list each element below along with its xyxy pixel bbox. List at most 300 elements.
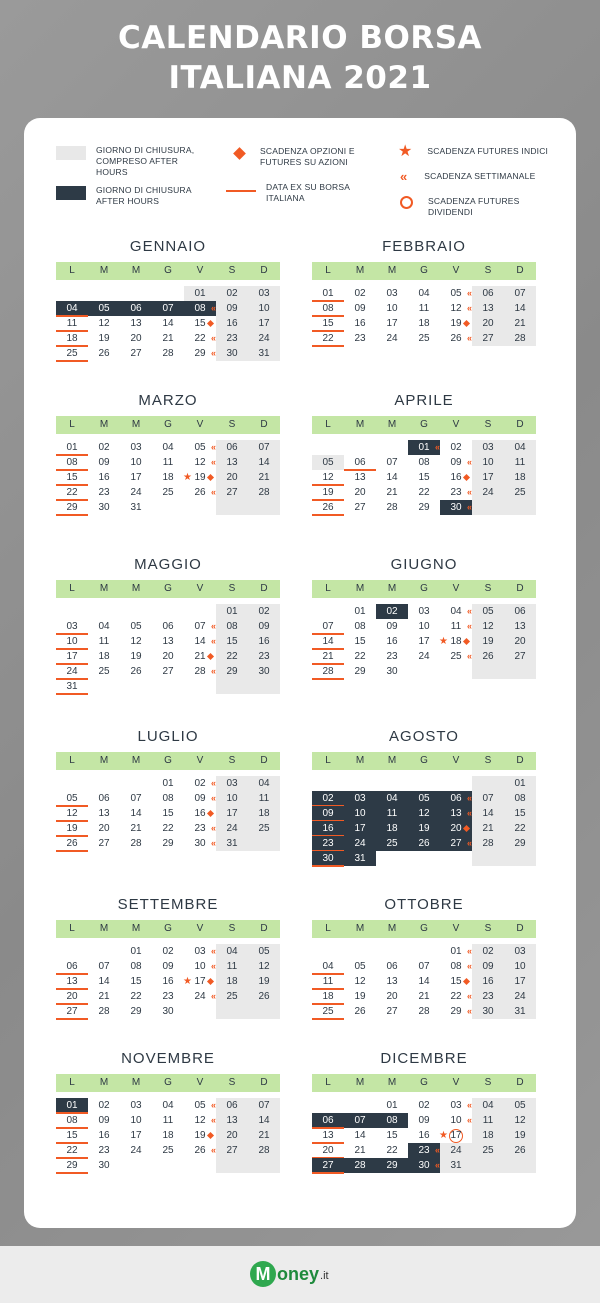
day-cell: 19 [98,333,110,344]
day-cell: 15 [440,974,472,989]
weekday-label: L [325,583,331,594]
day-cell: 21 [98,991,110,1002]
day-cell: 01 [162,778,174,789]
day-cell: 22 [354,651,366,662]
weekday-label: V [196,583,204,594]
day-cell: 24 [130,1145,142,1156]
brand-logo[interactable] [250,1256,329,1292]
day-cell: 12 « [450,303,472,314]
day-cell: 12 « [194,1115,216,1126]
weekday-label: G [164,755,172,766]
day-cell: 05 « [194,1100,216,1111]
day-cell: 24 [418,651,430,662]
weekday-label: L [69,583,75,594]
day-cell: 21 [162,333,174,344]
weekday-label: G [420,583,428,594]
weekday-label: S [228,583,236,594]
month-name: FEBBRAIO [382,238,466,255]
day-cell: 06 [514,606,526,617]
day-cell: 20 [162,651,174,662]
month-grid [312,1074,536,1177]
weekday-label: G [420,265,428,276]
day-cell: 28 [130,838,142,849]
day-cell: 08 [162,793,174,804]
day-cell: 08 [418,457,430,468]
day-cell: 27 [312,1158,344,1173]
options-expiry-icon [207,1132,214,1139]
weekday-label: V [452,583,460,594]
day-cell: 23 [312,836,344,851]
day-cell: 18 [482,1130,494,1141]
weekly-expiry-icon: « [466,1006,472,1016]
month-marzo [56,390,280,519]
day-cell: 23 [482,991,494,1002]
day-cell: 23 [98,1145,110,1156]
day-cell: 03 [514,946,526,957]
day-cell: 28 [312,664,344,679]
day-cell: 12 [98,318,110,329]
day-cell: 24 [440,1143,472,1158]
month-aprile [312,390,536,519]
options-expiry-icon [463,825,470,832]
title-line-1: CALENDARIO BORSA [117,20,483,56]
day-cell: 21 [312,649,344,664]
day-cell: 03 [130,442,142,453]
weekly-expiry-icon: « [466,502,472,512]
day-cell: 26 [98,348,110,359]
day-cell: 18 [258,808,270,819]
day-cell: 31 [514,1006,526,1017]
day-cell: 26 [482,651,494,662]
day-cell: 16 [226,318,238,329]
weekday-label: M [99,1077,109,1088]
weekday-label: S [484,583,492,594]
day-cell: 30 [258,666,270,677]
month-grid [56,920,280,1023]
day-cell: 11 [482,1115,494,1126]
weekday-label: D [516,583,524,594]
day-cell: 26 « [194,487,216,498]
weekday-label: M [99,923,109,934]
day-cell: 23 [162,991,174,1002]
weekly-expiry-icon: « [210,636,216,646]
weekday-label: V [196,755,204,766]
weekly-expiry-icon: « [466,961,472,971]
day-cell: 02 [418,1100,430,1111]
day-cell: 20 [226,1130,238,1141]
weekday-label: D [516,265,524,276]
day-cell: 22 [514,823,526,834]
day-cell: 02 [312,791,344,806]
day-cell: 19 [184,1128,216,1143]
day-cell: 25 [56,346,88,361]
day-cell: 07 [130,793,142,804]
legend-index-futures [398,144,557,160]
day-cell: 09 [418,1115,430,1126]
day-cell: 10 [514,961,526,972]
day-cell: 07 [344,1113,376,1128]
weekday-label: V [452,923,460,934]
weekly-expiry-icon: « [210,991,216,1001]
day-cell: 09 [98,1115,110,1126]
logo-tld: .it [320,1270,329,1282]
day-cell: 14 [312,634,344,649]
day-cell: 02 [226,288,238,299]
weekday-label: M [131,1077,141,1088]
day-cell: 31 [226,838,238,849]
day-cell: 10 [130,1115,142,1126]
day-cell: 09 [354,303,366,314]
day-cell: 16 [418,1130,430,1141]
day-cell: 12 « [194,457,216,468]
weekday-label: M [387,755,397,766]
day-cell: 29 [56,1158,88,1173]
day-cell: 21 [184,649,216,664]
day-cell: 20 [130,333,142,344]
month-maggio [56,554,280,698]
day-cell: 22 [130,991,142,1002]
ring-icon [400,196,413,209]
day-cell: 20 [312,1143,344,1158]
day-cell: 06 [226,1100,238,1111]
day-cell: 15 [184,316,216,331]
weekday-label: S [484,1077,492,1088]
weekday-label: M [387,1077,397,1088]
day-cell: 20 [440,821,472,836]
day-cell: 04 [258,778,270,789]
day-cell: 23 [98,487,110,498]
day-cell: 08 [514,793,526,804]
day-cell: 14 [418,976,430,987]
day-cell: 23 [226,333,238,344]
month-febbraio [312,236,536,350]
weekday-label: D [516,923,524,934]
options-expiry-icon [463,474,470,481]
day-cell: 03 [386,288,398,299]
day-cell: 26 [312,500,344,515]
month-giugno [312,554,536,683]
day-cell: 08 [312,301,344,316]
day-cell: 05 [482,606,494,617]
day-cell: 31 [56,679,88,694]
day-cell: 01 « [450,946,472,957]
day-cell: 15 [386,1130,398,1141]
month-name: LUGLIO [137,728,199,745]
day-cell: 17 [130,472,142,483]
weekday-label: M [99,419,109,430]
day-cell: 22 « [450,991,472,1002]
weekday-label: M [99,583,109,594]
day-cell: 07 [312,619,344,634]
day-cell: 29 [354,666,366,677]
weekday-label: S [484,755,492,766]
weekday-label: M [99,265,109,276]
month-grid [312,416,536,519]
day-cell: 14 [482,808,494,819]
month-grid [56,416,280,519]
options-expiry-icon [207,978,214,985]
day-cell: 13 [312,1128,344,1143]
day-cell: 10 [344,806,376,821]
day-cell: 24 [258,333,270,344]
calendar-card [24,118,576,1228]
day-cell: 19 [354,991,366,1002]
legend-label: GIORNO DI CHIUSURA, COMPRESO AFTER HOURS [96,145,195,177]
day-cell: 10 [130,457,142,468]
weekday-label: V [452,419,460,430]
weekly-expiry-icon: « [434,442,440,452]
month-name: MAGGIO [134,556,202,573]
day-cell: 05 [258,946,270,957]
options-expiry-icon [207,474,214,481]
day-cell: 13 « [440,806,472,821]
day-cell: 09 [482,961,494,972]
day-cell: 19 [514,1130,526,1141]
day-cell: 14 [258,1115,270,1126]
day-cell: 05 [514,1100,526,1111]
day-cell: 27 [482,333,494,344]
weekday-label: D [260,419,268,430]
day-cell: 15 [418,472,430,483]
month-grid [56,752,280,855]
weekly-expiry-icon: « [210,621,216,631]
day-cell: 08 « [184,301,216,316]
weekday-label: M [387,583,397,594]
day-cell: 19 [258,976,270,987]
day-cell: 29 « [450,1006,472,1017]
day-cell: 14 [130,808,142,819]
day-cell: 31 [440,1158,472,1173]
star-icon: ★ [398,143,413,160]
day-cell: 11 « [450,621,472,632]
day-cell: 27 [98,838,110,849]
day-cell: 03 [56,619,88,634]
weekly-expiry-icon: « [466,946,472,956]
day-cell: 20 [226,472,238,483]
weekly-expiry-icon: « [210,1100,216,1110]
day-cell: 01 [56,1098,88,1113]
day-cell: 11 [258,793,270,804]
weekday-label: L [69,265,75,276]
day-cell: 25 [226,991,238,1002]
day-cell: 02 [354,288,366,299]
day-cell: 17 [226,808,238,819]
day-cell: 09 [226,303,238,314]
day-cell: 14 [514,303,526,314]
day-cell: 12 [354,976,366,987]
day-cell: 14 [258,457,270,468]
day-cell: 28 [482,838,494,849]
diamond-icon [233,147,246,160]
day-cell: 25 [312,1004,344,1019]
day-cell: 27 [226,1145,238,1156]
weekly-expiry-icon: « [466,288,472,298]
day-cell: 03 [130,1100,142,1111]
day-cell: 19 [440,316,472,331]
weekly-expiry-icon: « [210,1145,216,1155]
weekly-expiry-icon: « [466,1115,472,1125]
month-grid [56,262,280,365]
day-cell: 11 [312,974,344,989]
weekly-expiry-icon: « [466,487,472,497]
day-cell: 16 [258,636,270,647]
day-cell: 19 ★ [184,470,216,485]
weekly-expiry-icon: « [210,303,216,313]
weekly-expiry-icon: « [434,1160,440,1170]
month-name: NOVEMBRE [121,1050,215,1067]
weekly-expiry-icon: « [466,808,472,818]
day-cell: 30 « [440,500,472,515]
month-luglio [56,726,280,855]
weekday-label: G [164,419,172,430]
day-cell: 03 [226,778,238,789]
day-cell: 30 [98,1160,110,1171]
legend-closure-after [56,186,208,207]
day-cell: 29 [514,838,526,849]
month-ottobre [312,894,536,1023]
day-cell: 25 [376,836,408,851]
day-cell: 13 [226,457,238,468]
month-name: MARZO [138,392,198,409]
day-cell: 29 « [194,348,216,359]
day-cell: 15 [514,808,526,819]
day-cell: 01 [354,606,366,617]
weekday-label: D [516,1077,524,1088]
day-cell: 07 [152,301,184,316]
day-cell: 31 [258,348,270,359]
day-cell: 28 [258,1145,270,1156]
day-cell: 06 [386,961,398,972]
day-cell: 09 [98,457,110,468]
index-futures-icon: ★ [183,976,192,987]
day-cell: 03 [482,442,494,453]
day-cell: 05 [408,791,440,806]
day-cell: 18 [226,976,238,987]
weekday-label: S [228,755,236,766]
day-cell: 13 [56,974,88,989]
weekday-label: L [325,755,331,766]
page-title [0,18,600,98]
day-cell: 05 [354,961,366,972]
weekday-label: L [69,923,75,934]
day-cell: 19 [130,651,142,662]
day-cell: 16 [354,318,366,329]
day-cell: 12 [258,961,270,972]
weekday-label: M [355,265,365,276]
day-cell: 01 [56,440,88,455]
day-cell: 31 [130,502,142,513]
month-gennaio [56,236,280,365]
day-cell: 24 [226,823,238,834]
title-line-2: ITALIANA 2021 [168,60,432,96]
day-cell: 10 [226,793,238,804]
day-cell: 04 [514,442,526,453]
day-cell: 05 « [450,288,472,299]
day-cell: 26 [130,666,142,677]
day-cell: 13 [514,621,526,632]
day-cell: 06 [162,621,174,632]
day-cell: 25 [162,1145,174,1156]
day-cell: 04 [376,791,408,806]
day-cell: 19 [56,821,88,836]
day-cell: 17 [344,821,376,836]
day-cell: 04 « [450,606,472,617]
day-cell: 10 [56,634,88,649]
weekly-expiry-icon: « [210,823,216,833]
day-cell: 09 « [450,457,472,468]
day-cell: 07 « [194,621,216,632]
day-cell: 27 [354,502,366,513]
weekly-expiry-icon: « [466,793,472,803]
day-cell: 06 [120,301,152,316]
weekly-expiry-icon: « [434,1145,440,1155]
day-cell: 27 [386,1006,398,1017]
weekday-label: M [355,923,365,934]
day-cell: 23 [386,651,398,662]
day-cell: 28 [418,1006,430,1017]
day-cell: 17 [482,472,494,483]
day-cell: 21 [482,823,494,834]
day-cell: 30 [226,348,238,359]
day-cell: 16 [98,1130,110,1141]
day-cell: 07 [386,457,398,468]
options-expiry-icon [207,320,214,327]
month-grid [56,1074,280,1177]
weekday-label: G [164,923,172,934]
weekday-label: M [387,419,397,430]
day-cell: 13 [482,303,494,314]
month-grid [312,920,536,1023]
day-cell: 07 [98,961,110,972]
legend-label: SCADENZA SETTIMANALE [424,171,536,181]
day-cell: 21 [258,472,270,483]
day-cell: 11 [226,961,238,972]
logo-initial: M [250,1261,276,1287]
weekly-expiry-icon: « [466,333,472,343]
closure-after-swatch [56,186,86,200]
day-cell: 21 [130,823,142,834]
day-cell: 15 [56,470,88,485]
weekday-label: S [484,419,492,430]
day-cell: 22 [56,485,88,500]
day-cell: 22 [226,651,238,662]
weekly-expiry-icon: « [466,1100,472,1110]
day-cell: 06 [312,1113,344,1128]
legend-label: SCADENZA OPZIONI E FUTURES SU AZIONI [260,146,355,167]
day-cell: 08 [130,961,142,972]
day-cell: 07 [514,288,526,299]
day-cell: 28 [258,487,270,498]
day-cell: 30 « [408,1158,440,1173]
day-cell: 03 [418,606,430,617]
day-cell: 09 [258,621,270,632]
weekday-label: V [196,923,204,934]
day-cell: 11 [162,457,174,468]
weekly-expiry-icon: « [466,621,472,631]
day-cell: 28 [514,333,526,344]
day-cell: 14 [354,1130,366,1141]
day-cell: 01 [514,778,526,789]
day-cell: 16 [312,821,344,836]
day-cell: 03 « [450,1100,472,1111]
day-cell: 10 [386,303,398,314]
day-cell: 18 [162,472,174,483]
day-cell: 15 [312,316,344,331]
day-cell: 05 [56,791,88,806]
day-cell: 23 [354,333,366,344]
day-cell: 17 [418,636,430,647]
day-cell: 01 [226,606,238,617]
